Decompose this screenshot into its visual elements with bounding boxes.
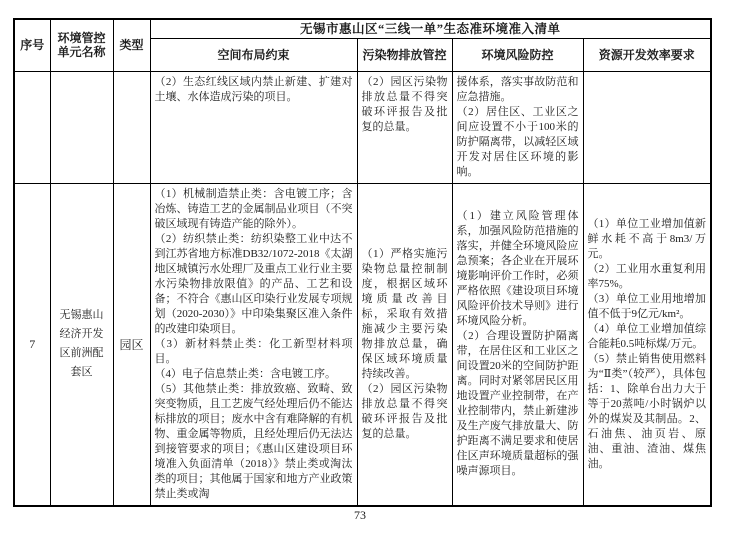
admission-list-table (13, 18, 712, 507)
cell-index-7: 7 (14, 183, 50, 506)
paragraph: （2）合理设置防护隔离带，在居住区和工业区之间设置20米的空间防护距离。同时对紧邻居民区用地设置产业控制带，在产业控制带内，禁止新建涉及生产废气排放量大、防护距离不满足要求和使居住区声环境质量超标的强噪声源项目。 (456, 330, 579, 477)
table-row (14, 183, 711, 506)
cell-type-7: 园区 (113, 183, 150, 506)
cell-type-continuation (113, 71, 150, 183)
header-type: 类型 (113, 19, 150, 71)
cell-spatial-layout-7 (150, 183, 357, 506)
cell-unit-name-continuation (50, 71, 113, 183)
paragraph: （1）严格实施污染物总量控制制度，根据区域环境质量改善目标，采取有效措施减少主要污染物排放总量，确保区域环境质量持续改善。 (361, 247, 448, 380)
paragraph: （1）建立风险管理体系，加强风险防范措施的落实，并健全环境风险应急预案；各企业在开展环境影响评价工作时，必须严格依照《建设项目环境风险评价技术导则》进行环境风险分析。 (456, 210, 579, 327)
header-unit-name: 环境管控单元名称 (50, 19, 113, 71)
paragraph: （1）机械制造禁止类：含电镀工序；含冶炼、铸造工艺的金属制品业项目（不突破区域现有铸造产能的除外）。 (154, 187, 353, 230)
paragraph: （3）新材料禁止类：化工新型材料项目。 (154, 337, 353, 365)
paragraph: （2）园区污染物排放总量不得突破环评报告及批复的总量。 (361, 75, 448, 133)
table-row (14, 71, 711, 183)
cell-pollutant-discharge-7 (357, 183, 452, 506)
cell-unit-name-7: 无锡惠山经济开发区前洲配套区 (50, 183, 113, 506)
paragraph: （2）工业用水重复利用率75%。 (587, 262, 707, 290)
table-title: 无锡市惠山区“三线一单”生态准环境准入清单 (150, 19, 711, 38)
paragraph: （3）单位工业用地增加值不低于9亿元/km²。 (587, 292, 707, 320)
page-number: 73 (354, 508, 366, 522)
cell-environmental-risk-7 (452, 183, 583, 506)
cell-environmental-risk-continuation (452, 71, 583, 183)
header-environmental-risk: 环境风险防控 (452, 38, 583, 71)
cell-resource-efficiency-7 (583, 183, 711, 506)
cell-resource-efficiency-continuation (583, 71, 711, 183)
paragraph: （5）其他禁止类：排放致癌、致畸、致突变物质，且工艺废气经处理后仍不能达标排放的项目；废水中含有难降解的有机物、重金属等物质，且经处理后仍无法达到接管要求的项目；《惠山区建设项目环境准入负面清单（2018）》禁止类或淘汰类的项目；其他属于国家和地方产业政策禁止类或淘 (154, 382, 353, 500)
paragraph: （2）园区污染物排放总量不得突破环评报告及批复的总量。 (361, 382, 448, 440)
header-spatial-layout: 空间布局约束 (150, 38, 357, 71)
paragraph: 援体系，落实事故防范和应急措施。 (456, 75, 579, 103)
paragraph: （4）电子信息禁止类：含电镀工序。 (154, 367, 336, 380)
paragraph: （2）纺织禁止类：纺织染整工业中达不到江苏省地方标准DB32/1072-2018《太湖地区城镇污水处理厂及重点工业行业主要水污染物排放限值》的产品、工艺和设备；不符合《惠山区印染行业发展专项规划（2020-2030）》中印染集聚区准入条件的改建印染项目。 (154, 232, 353, 335)
paragraph: （2）居住区、工业区之间应设置不小于100米的防护隔离带，以减轻区域开发对居住区环境的影响。 (456, 105, 579, 178)
paragraph: （5）禁止销售使用燃料为“Ⅱ类”（较严），具体包括：1、除单台出力大于等于20蒸吨/小时锅炉以外的煤炭及其制品。2、石油焦、油页岩、原油、重油、渣油、煤焦油。 (587, 352, 707, 470)
cell-spatial-layout-continuation (150, 71, 357, 183)
paragraph: （4）单位工业增加值综合能耗0.5吨标煤/万元。 (587, 322, 707, 350)
header-pollutant-discharge: 污染物排放管控 (357, 38, 452, 71)
header-index: 序号 (14, 19, 50, 71)
header-resource-efficiency: 资源开发效率要求 (583, 38, 711, 71)
paragraph: （1）单位工业增加值新鲜水耗不高于8m3/万元。 (587, 217, 707, 260)
cell-pollutant-discharge-continuation (357, 71, 452, 183)
cell-index-continuation (14, 71, 50, 183)
paragraph: （2）生态红线区域内禁止新建、扩建对土壤、水体造成污染的项目。 (154, 75, 353, 103)
